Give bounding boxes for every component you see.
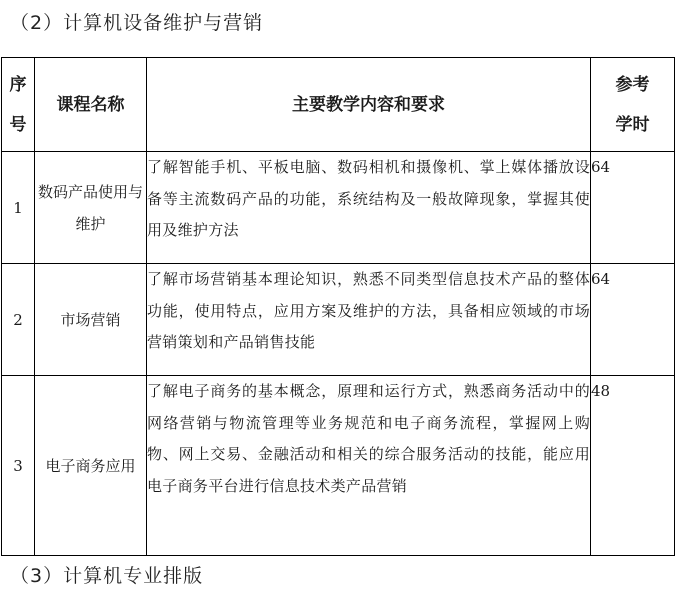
header-index-label: 序号 [9, 74, 27, 135]
row-content: 了解市场营销基本理论知识，熟悉不同类型信息技术产品的整体功能，使用特点，应用方案及维护的方法，具备相应领域的市场营销策划和产品销售技能 [147, 264, 591, 376]
row-course-name: 数码产品使用与维护 [35, 152, 147, 264]
header-hours-label: 参考学时 [615, 74, 650, 135]
table-row [2, 376, 675, 556]
section-heading-equipment-maintenance: （2）计算机设备维护与营销 [10, 12, 264, 34]
row-hours: 48 [591, 376, 675, 556]
row-course-name: 市场营销 [35, 264, 147, 376]
row-course-name: 电子商务应用 [35, 376, 147, 556]
row-hours: 64 [591, 152, 675, 264]
table-row [2, 264, 675, 376]
section-heading-typesetting: （3）计算机专业排版 [10, 565, 204, 587]
row-content: 了解电子商务的基本概念，原理和运行方式，熟悉商务活动中的网络营销与物流管理等业务规范和电子商务流程，掌握网上购物、网上交易、金融活动和相关的综合服务活动的技能，能应用电子商务平台进行信息技术类产品营销 [147, 376, 591, 556]
row-index: 2 [2, 264, 35, 376]
header-course-name: 课程名称 [35, 58, 147, 152]
row-index: 1 [2, 152, 35, 264]
header-content: 主要教学内容和要求 [147, 58, 591, 152]
row-hours: 64 [591, 264, 675, 376]
curriculum-table [1, 57, 675, 556]
row-content: 了解智能手机、平板电脑、数码相机和摄像机、掌上媒体播放设备等主流数码产品的功能，系统结构及一般故障现象，掌握其使用及维护方法 [147, 152, 591, 264]
table-row [2, 152, 675, 264]
table-header-row [2, 58, 675, 152]
header-index [2, 58, 35, 152]
header-hours [591, 58, 675, 152]
row-index: 3 [2, 376, 35, 556]
